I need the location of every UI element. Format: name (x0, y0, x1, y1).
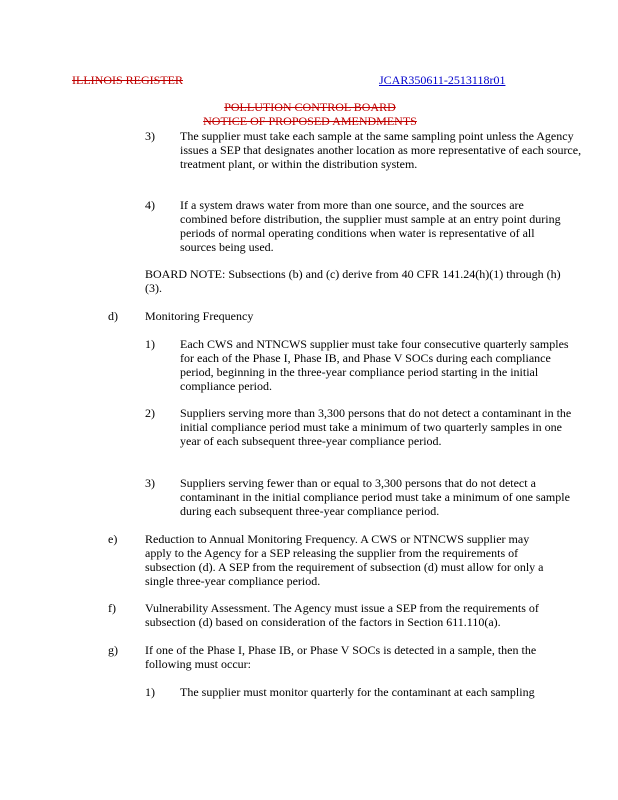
item-number: 2) (145, 406, 155, 420)
paragraph-f: Vulnerability Assessment. The Agency must issue a SEP from the requirements of subsection (d) based on consideration of the factors in Section 611.110(a). (145, 601, 539, 629)
paragraph-g: If one of the Phase I, Phase IB, or Phase V SOCs is detected in a sample, then the following must occur: (145, 643, 537, 671)
item-number: 3) (145, 476, 155, 490)
paragraph-d3: Suppliers serving fewer than or equal to 3,300 persons that do not detect a contaminant in the initial compliance period must take a minimum of one sample during each subsequent three-year compliance period. (180, 476, 570, 518)
paragraph-d2: Suppliers serving more than 3,300 persons that do not detect a contaminant in the initial compliance period must take a minimum of two quarterly samples in one year of each subsequent three-year compliance period. (180, 406, 572, 448)
item-number: d) (108, 309, 118, 323)
paragraph-c4: If a system draws water from more than one source, and the sources are combined before distribution, the supplier must sample at an entry point during periods of normal operating conditions when water is representative of all sources being used. (180, 198, 561, 254)
document-id[interactable]: JCAR350611-2513118r01 (379, 73, 506, 87)
item-number: 3) (145, 129, 155, 143)
item-number: g) (108, 643, 118, 657)
item-number: 1) (145, 337, 155, 351)
register-header: ILLINOIS REGISTER (72, 73, 183, 87)
item-number: e) (108, 532, 118, 546)
paragraph-g1: The supplier must monitor quarterly for the contaminant at each sampling (180, 685, 535, 699)
paragraph-c3: The supplier must take each sample at the same sampling point unless the Agency issues a SEP that designates another location as more representative of each source, treatment plant, or within the distribution system. (180, 129, 582, 171)
item-number: 4) (145, 198, 155, 212)
paragraph-d1: Each CWS and NTNCWS supplier must take four consecutive quarterly samples for each of the Phase I, Phase IB, and Phase V SOCs during each compliance period, beginning in the three-year compliance period starting in the initial compliance period. (180, 337, 569, 393)
heading-monitoring-frequency: Monitoring Frequency (145, 309, 254, 323)
agency-title: POLLUTION CONTROL BOARD (224, 100, 396, 114)
item-number: 1) (145, 685, 155, 699)
paragraph-e: Reduction to Annual Monitoring Frequency. A CWS or NTNCWS supplier may apply to the Agency for a SEP releasing the supplier from the requirements of subsection (d). A SEP from the requirement of subsection (d) must allow for only a single three-year compliance period. (145, 532, 544, 588)
board-note: BOARD NOTE: Subsections (b) and (c) derive from 40 CFR 141.24(h)(1) through (h)(3). (145, 267, 561, 295)
notice-title: NOTICE OF PROPOSED AMENDMENTS (203, 114, 417, 128)
item-number: f) (108, 601, 116, 615)
